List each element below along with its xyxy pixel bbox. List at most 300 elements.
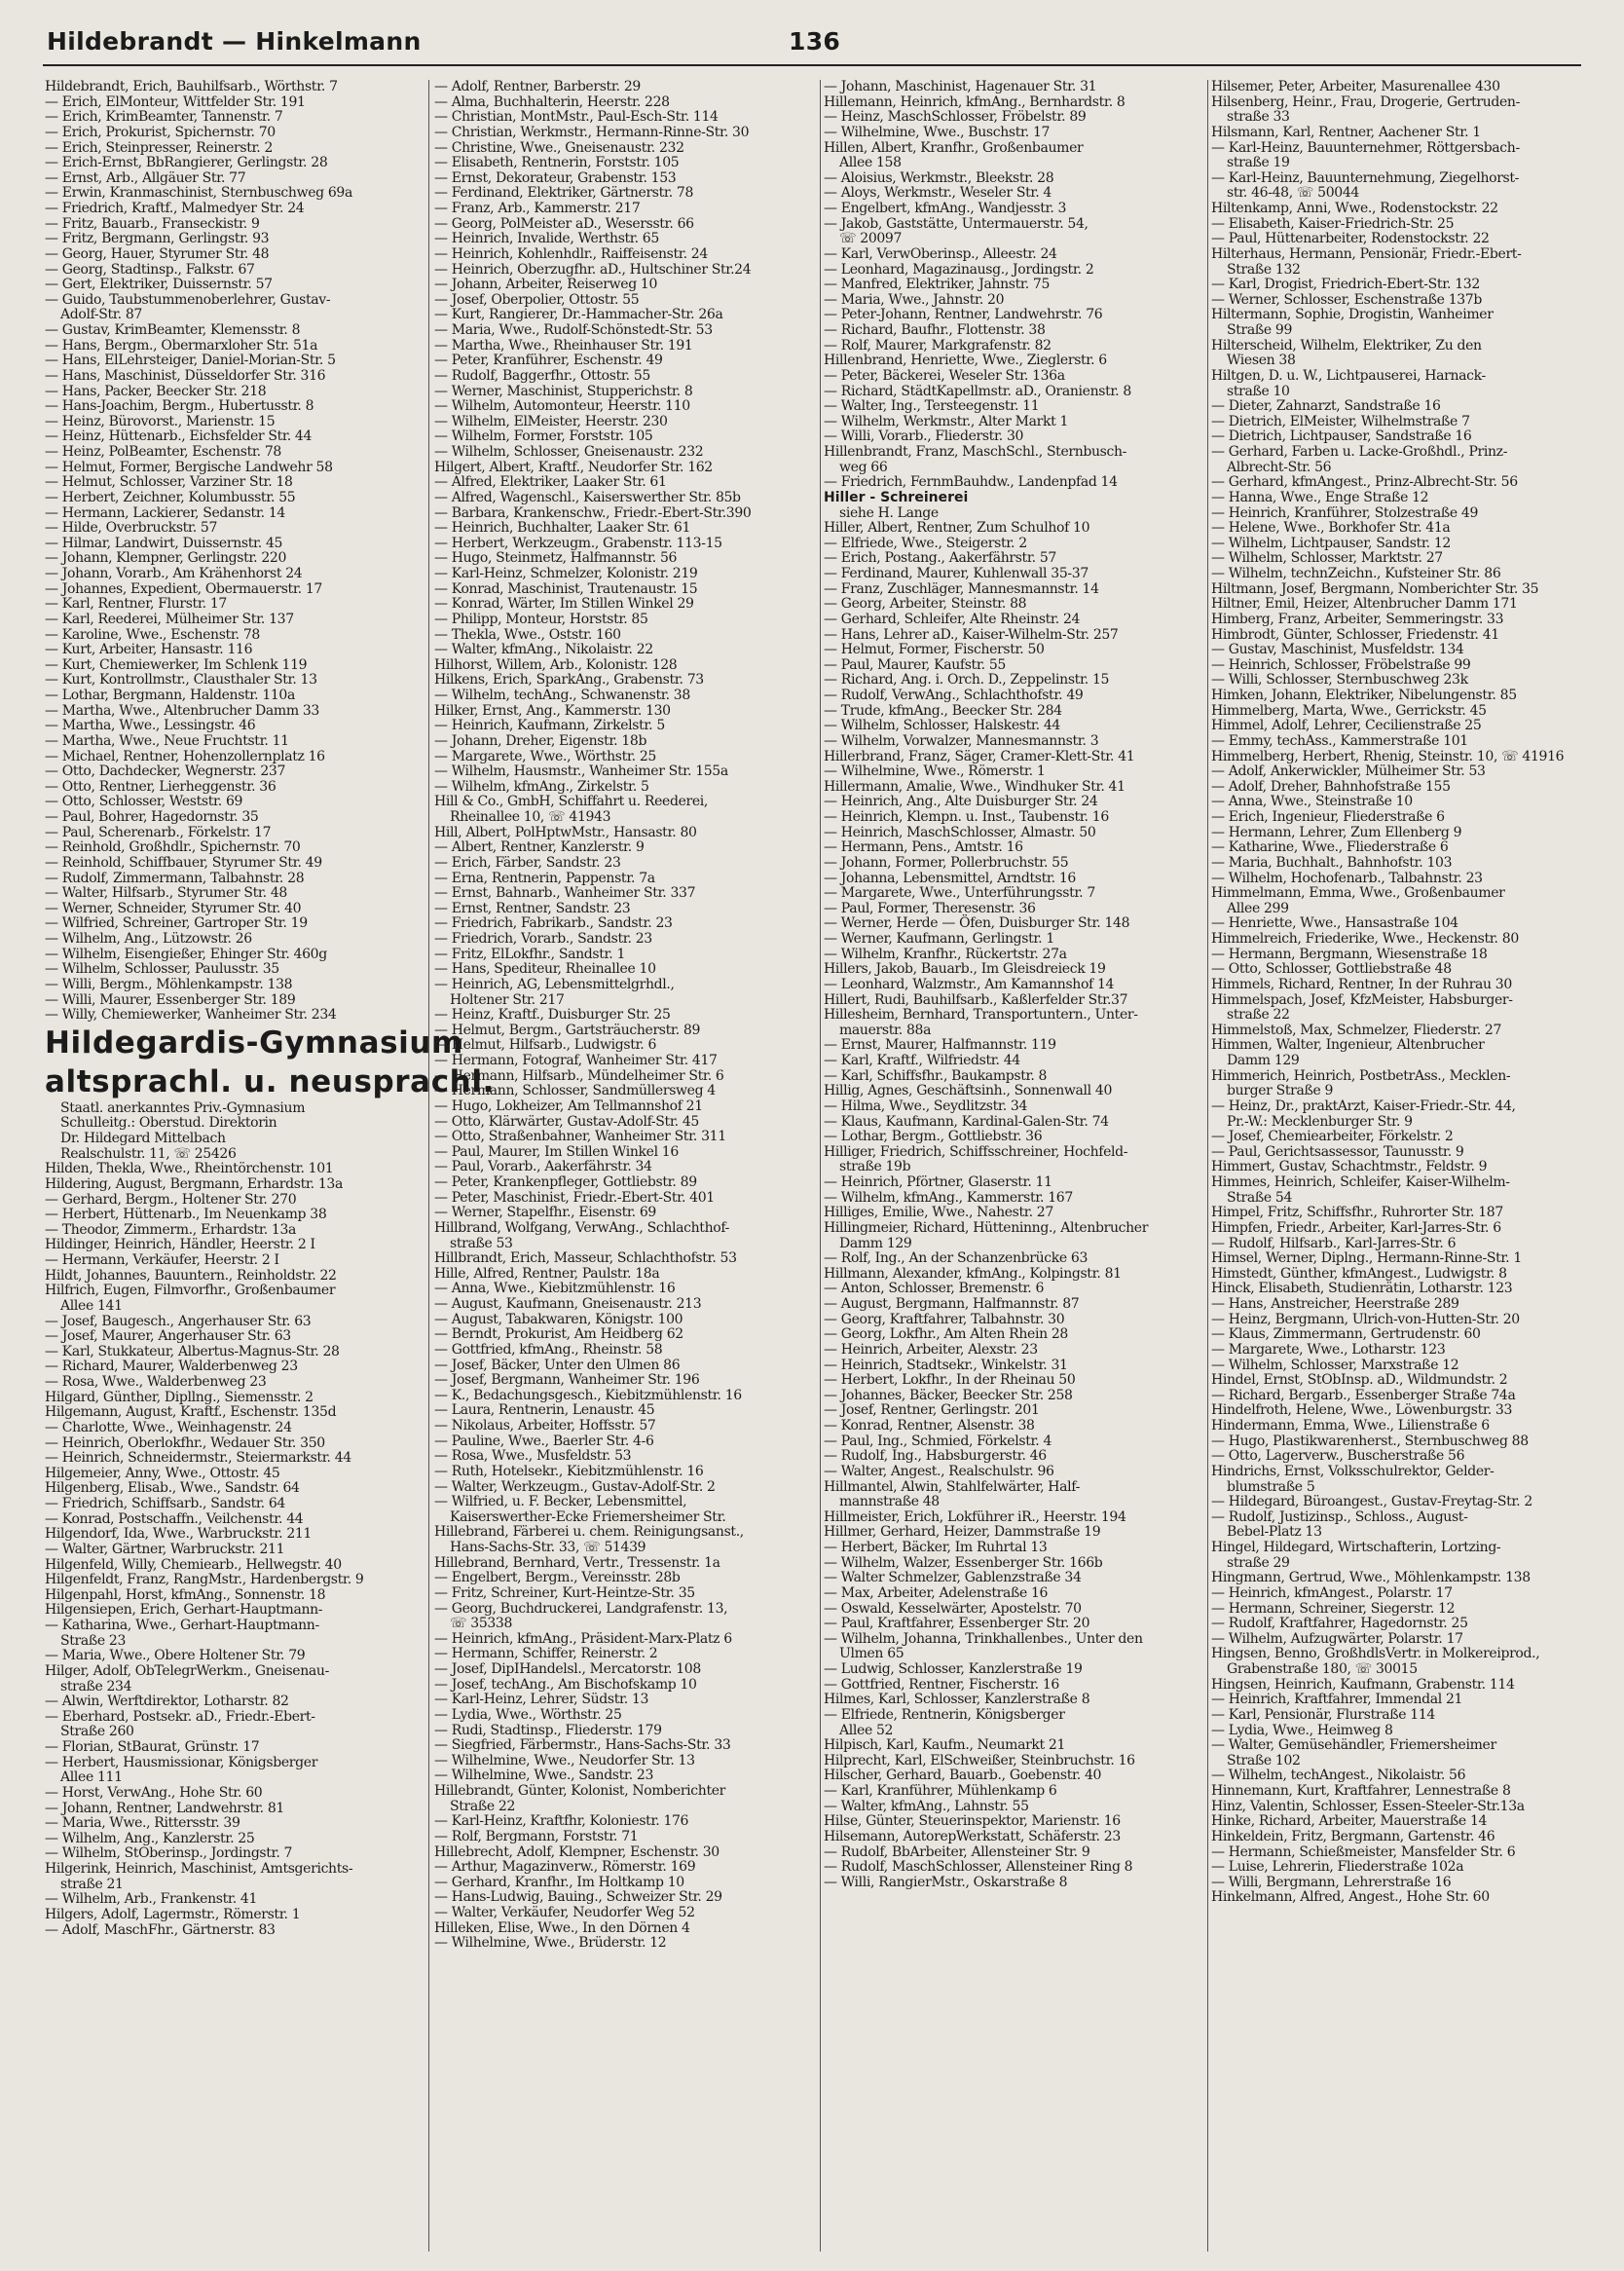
directory-entry: — Otto, Schlosser, Weststr. 69 [45, 794, 243, 810]
advert-line: Realschulstr. 11, ☏ 25426 [60, 1145, 237, 1162]
directory-entry: — Peter, Krankenpfleger, Gottliebstr. 89 [434, 1174, 697, 1190]
directory-entry: — Heinrich, Schlosser, Fröbelstraße 99 [1211, 656, 1471, 673]
directory-entry: — Johann, Rentner, Landwehrstr. 81 [45, 1800, 284, 1816]
directory-entry: — Wilhelm, Kranfhr., Rückertstr. 27a [824, 946, 1067, 962]
entry-continuation: Allee 299 [1227, 900, 1289, 916]
advert-heading: Hildegardis-Gymnasium [45, 1024, 463, 1061]
directory-entry: — Gottfried, kfmAng., Rheinstr. 58 [434, 1341, 663, 1358]
directory-entry: Hillebrand, Bernhard, Vertr., Tressenstr. 1a [434, 1554, 720, 1571]
directory-entry: — Christian, Werkmstr., Hermann-Rinne-Str. 30 [434, 124, 750, 140]
advert-heading: altsprachl. u. neusprachl. [45, 1063, 495, 1099]
directory-entry: — Walter, Gärtner, Warbruckstr. 211 [45, 1541, 285, 1557]
directory-entry: Himmelberg, Herbert, Rhenig, Steinstr. 10, ☏ 41916 [1211, 748, 1565, 764]
directory-entry: — Wilhelm, Werkmstr., Alter Markt 1 [824, 413, 1069, 429]
directory-entry: — Heinrich, Kranführer, Stolzestraße 49 [1211, 504, 1479, 521]
directory-entry: — Otto, Schlosser, Gottliebstraße 48 [1211, 961, 1452, 978]
directory-entry: — Martha, Wwe., Lessingstr. 46 [45, 718, 256, 734]
directory-entry: — Paul, Former, Theresenstr. 36 [824, 900, 1036, 916]
directory-entry: — Hans-Joachim, Bergm., Hubertusstr. 8 [45, 398, 314, 415]
entry-continuation: Straße 54 [1227, 1189, 1293, 1206]
directory-entry: — Kurt, Chemiewerker, Im Schlenk 119 [45, 656, 308, 673]
directory-entry: — Lydia, Wwe., Heimweg 8 [1211, 1722, 1393, 1738]
directory-entry: — K., Bedachungsgesch., Kiebitzmühlenstr. 16 [434, 1387, 742, 1403]
directory-entry: — Peter-Johann, Rentner, Landwehrstr. 76 [824, 307, 1103, 323]
directory-entry: Himmelmann, Emma, Wwe., Großenbaumer [1211, 885, 1505, 902]
directory-entry: — Heinz, MaschSchlosser, Fröbelstr. 89 [824, 109, 1087, 126]
directory-entry: — Ferdinand, Maurer, Kuhlenwall 35-37 [824, 566, 1089, 581]
directory-entry: Hiltermann, Sophie, Drogistin, Wanheimer [1211, 307, 1494, 323]
directory-entry: — Wilhelm, Arb., Frankenstr. 41 [45, 1891, 258, 1908]
directory-entry: — Paul, Scherenarb., Förkelstr. 17 [45, 824, 272, 840]
directory-entry: — Willi, RangierMstr., Oskarstraße 8 [824, 1874, 1068, 1890]
directory-entry: — Peter, Maschinist, Friedr.-Ebert-Str. 401 [434, 1189, 715, 1206]
directory-entry: — Ludwig, Schlosser, Kanzlerstraße 19 [824, 1661, 1083, 1677]
directory-entry: Hilterhaus, Hermann, Pensionär, Friedr.-Ebert- [1211, 245, 1522, 262]
directory-entry: — Albert, Rentner, Kanzlerstr. 9 [434, 839, 645, 856]
entry-continuation: Grabenstraße 180, ☏ 30015 [1227, 1661, 1418, 1677]
directory-entry: — Jakob, Gaststätte, Untermauerstr. 54, [824, 215, 1089, 232]
directory-entry: — Margarete, Wwe., Wörthstr. 25 [434, 748, 656, 764]
directory-entry: — Friedrich, Schiffsarb., Sandstr. 64 [45, 1496, 285, 1511]
directory-entry: — Max, Arbeiter, Adelenstraße 16 [824, 1584, 1049, 1601]
entry-continuation: Damm 129 [1227, 1053, 1300, 1068]
directory-entry: — Richard, Maurer, Walderbenweg 23 [45, 1359, 298, 1375]
directory-entry: Hillemann, Heinrich, kfmAng., Bernhardstr. 8 [824, 93, 1126, 110]
advert-line: Dr. Hildegard Mittelbach [60, 1131, 226, 1146]
directory-entry: Himsel, Werner, Diplng., Hermann-Rinne-Str. 1 [1211, 1250, 1522, 1267]
directory-entry: — Wilhelm, Automonteur, Heerstr. 110 [434, 398, 690, 415]
directory-entry: Hilgerink, Heinrich, Maschinist, Amtsgerichts- [45, 1861, 353, 1877]
directory-entry: — Maria, Wwe., Obere Holtener Str. 79 [45, 1648, 306, 1664]
directory-entry: Hinkelmann, Alfred, Angest., Hohe Str. 60 [1211, 1889, 1490, 1906]
directory-entry: — Richard, Baufhr., Flottenstr. 38 [824, 322, 1046, 338]
directory-entry: — Dieter, Zahnarzt, Sandstraße 16 [1211, 398, 1441, 415]
directory-entry: — Katharina, Wwe., Gerhart-Hauptmann- [45, 1618, 319, 1633]
directory-entry: — Otto, Klärwärter, Gustav-Adolf-Str. 45 [434, 1113, 699, 1130]
directory-entry: — Walter Schmelzer, Gablenzstraße 34 [824, 1570, 1082, 1586]
directory-entry: — Wilhelm, ElMeister, Heerstr. 230 [434, 413, 668, 429]
directory-entry: — Trude, kfmAng., Beecker Str. 284 [824, 702, 1062, 719]
directory-entry: — Otto, Dachdecker, Wegnerstr. 237 [45, 763, 286, 780]
directory-entry: — Wilhelm, techAng., Schwanenstr. 38 [434, 688, 690, 703]
directory-entry: — Johannes, Expedient, Obermauerstr. 17 [45, 580, 322, 597]
directory-entry: Hillmer, Gerhard, Heizer, Dammstraße 19 [824, 1524, 1101, 1541]
directory-entry: — Werner, Kaufmann, Gerlingstr. 1 [824, 931, 1054, 947]
directory-entry: Hindermann, Emma, Wwe., Lilienstraße 6 [1211, 1418, 1490, 1433]
directory-entry: Hinz, Valentin, Schlosser, Essen-Steeler-Str.13a [1211, 1798, 1525, 1814]
directory-entry: — Helmut, Bergm., Gartsträucherstr. 89 [434, 1022, 701, 1038]
directory-entry: — Georg, Lokfhr., Am Alten Rhein 28 [824, 1326, 1068, 1343]
directory-entry: Hinck, Elisabeth, Studienrätin, Lotharstr. 123 [1211, 1281, 1513, 1297]
directory-entry: Hilgensiepen, Erich, Gerhart-Hauptmann- [45, 1602, 323, 1619]
directory-entry: Hinkeldein, Fritz, Bergmann, Gartenstr. 46 [1211, 1828, 1495, 1844]
header-rule [43, 64, 1581, 66]
directory-entry: — Heinrich, Stadtsekr., Winkelstr. 31 [824, 1357, 1068, 1373]
directory-entry: Hiller, Albert, Rentner, Zum Schulhof 10 [824, 520, 1090, 537]
directory-entry: — Hans, Bergm., Obermarxloher Str. 51a [45, 337, 318, 354]
directory-entry: — Hans, ElLehrsteiger, Daniel-Morian-Str. 5 [45, 353, 336, 369]
directory-entry: — Erich, Prokurist, Spichernstr. 70 [45, 124, 276, 140]
directory-entry: — Rudolf, MaschSchlosser, Allensteiner Ring 8 [824, 1859, 1133, 1876]
directory-entry: — Helmut, Hilfsarb., Ludwigstr. 6 [434, 1037, 657, 1054]
entry-continuation: siehe H. Lange [839, 504, 939, 521]
directory-entry: — Werner, Maschinist, Stupperichstr. 8 [434, 383, 693, 399]
entry-continuation: Straße 260 [60, 1724, 134, 1740]
directory-entry: — Georg, Hauer, Styrumer Str. 48 [45, 245, 270, 262]
entry-continuation: Damm 129 [839, 1235, 912, 1251]
entry-continuation: Straße 99 [1227, 322, 1293, 338]
directory-entry: — Wilhelm, Schlosser, Marxstraße 12 [1211, 1357, 1459, 1373]
directory-entry: — Werner, Schneider, Styrumer Str. 40 [45, 900, 302, 916]
directory-entry: — Wilhelm, Schlosser, Paulusstr. 35 [45, 961, 279, 978]
directory-entry: Hiltner, Emil, Heizer, Altenbrucher Damm 171 [1211, 596, 1518, 613]
directory-entry: — Heinz, PolBeamter, Eschenstr. 78 [45, 444, 281, 460]
directory-entry: — Klaus, Kaufmann, Kardinal-Galen-Str. 74 [824, 1113, 1109, 1130]
directory-entry: Hillert, Rudi, Bauhilfsarb., Kaßlerfelder Str.37 [824, 991, 1128, 1008]
directory-entry: — Guido, Taubstummenoberlehrer, Gustav- [45, 291, 331, 308]
directory-entry: — Heinrich, MaschSchlosser, Almastr. 50 [824, 824, 1096, 840]
entry-continuation: straße 33 [1227, 109, 1290, 126]
directory-entry: — Paul, Maurer, Im Stillen Winkel 16 [434, 1143, 679, 1160]
entry-continuation: Hans-Sachs-Str. 33, ☏ 51439 [450, 1540, 646, 1555]
directory-entry: — Hans, Spediteur, Rheinallee 10 [434, 961, 656, 978]
directory-entry: — Hermann, Fotograf, Wanheimer Str. 417 [434, 1053, 718, 1068]
directory-entry: Hille, Alfred, Rentner, Paulstr. 18a [434, 1265, 660, 1282]
directory-entry: — Martha, Wwe., Neue Fruchtstr. 11 [45, 732, 289, 749]
directory-entry: — Erich, Steinpresser, Reinerstr. 2 [45, 139, 274, 156]
directory-entry: — Dietrich, Lichtpauser, Sandstraße 16 [1211, 428, 1472, 445]
directory-entry: — Walter, kfmAng., Lahnstr. 55 [824, 1798, 1029, 1814]
directory-entry: Hilsemer, Peter, Arbeiter, Masurenallee 430 [1211, 79, 1500, 94]
directory-entry: — Margarete, Wwe., Unterführungsstr. 7 [824, 885, 1095, 902]
directory-entry: — Johann, Maschinist, Hagenauer Str. 31 [824, 79, 1097, 94]
directory-entry: Hingsen, Heinrich, Kaufmann, Grabenstr. 114 [1211, 1676, 1515, 1693]
directory-entry: — Leonhard, Walzmstr., Am Kamannshof 14 [824, 976, 1115, 992]
directory-entry: — Erich, Färber, Sandstr. 23 [434, 854, 621, 871]
directory-entry: — Ernst, Arb., Allgäuer Str. 77 [45, 169, 246, 186]
directory-entry: — Karl, Reederei, Mülheimer Str. 137 [45, 611, 294, 627]
directory-entry: Hindelfroth, Helene, Wwe., Löwenburgstr. 33 [1211, 1402, 1513, 1419]
directory-entry: — Gerhard, Kranfhr., Im Holtkamp 10 [434, 1874, 684, 1890]
directory-entry: — Hugo, Steinmetz, Halfmannstr. 56 [434, 550, 678, 567]
directory-entry: — Engelbert, kfmAng., Wandjesstr. 3 [824, 201, 1067, 216]
column-divider [1207, 80, 1208, 2252]
directory-entry: — Paul, Gerichtsassessor, Taunusstr. 9 [1211, 1143, 1464, 1160]
directory-entry: — Hanna, Wwe., Enge Straße 12 [1211, 489, 1429, 505]
directory-entry: — Hermann, Schiffer, Reinerstr. 2 [434, 1646, 658, 1662]
directory-entry: — Karl, Rentner, Flurstr. 17 [45, 596, 227, 613]
directory-entry: — Helmut, Former, Bergische Landwehr 58 [45, 459, 333, 475]
directory-entry: Hildering, August, Bergmann, Erhardstr. 13a [45, 1175, 343, 1192]
directory-entry: — Anna, Wwe., Kiebitzmühlenstr. 16 [434, 1281, 676, 1297]
directory-entry: — Anton, Schlosser, Bremenstr. 6 [824, 1281, 1045, 1297]
directory-entry: — Erich, Ingenieur, Fliederstraße 6 [1211, 809, 1445, 825]
entry-continuation: ☏ 20097 [839, 231, 903, 247]
directory-entry: Hillen, Albert, Kranfhr., Großenbaumer [824, 139, 1084, 156]
directory-entry: — Arthur, Magazinverw., Römerstr. 169 [434, 1859, 696, 1876]
directory-entry: — Karl, Kraftf., Wilfriedstr. 44 [824, 1053, 1020, 1068]
directory-entry: — Reinhold, Großhdlr., Spichernstr. 70 [45, 839, 301, 856]
directory-entry: — Ferdinand, Elektriker, Gärtnerstr. 78 [434, 185, 694, 202]
entry-continuation: straße 10 [1227, 383, 1290, 399]
directory-entry: — Josef, DipIHandelsl., Mercatorstr. 108 [434, 1661, 701, 1677]
directory-entry: Hilden, Thekla, Wwe., Rheintörchenstr. 101 [45, 1161, 334, 1177]
directory-entry: Hilsenberg, Heinr., Frau, Drogerie, Gertruden- [1211, 93, 1520, 110]
directory-entry: — Hilmar, Landwirt, Duissernstr. 45 [45, 535, 283, 551]
directory-entry: — Johanna, Lebensmittel, Arndtstr. 16 [824, 870, 1076, 886]
directory-entry: — Friedrich, Fabrikarb., Sandstr. 23 [434, 915, 673, 932]
directory-entry: — Paul, Vorarb., Aakerfährstr. 34 [434, 1159, 652, 1175]
directory-entry: Hilgenfeldt, Franz, RangMstr., Hardenbergstr. 9 [45, 1572, 364, 1588]
directory-entry: Hilleken, Elise, Wwe., In den Dörnen 4 [434, 1919, 690, 1936]
entry-continuation: Allee 141 [60, 1297, 123, 1314]
directory-entry: — Hermann, Bergmann, Wiesenstraße 18 [1211, 946, 1488, 962]
directory-entry: — Georg, Stadtinsp., Falkstr. 67 [45, 261, 255, 278]
directory-entry: — Erich, Postang., Aakerfährstr. 57 [824, 550, 1056, 567]
directory-entry: — Heinrich, Kraftfahrer, Immendal 21 [1211, 1692, 1463, 1708]
directory-entry: — Christine, Wwe., Gneisenaustr. 232 [434, 139, 684, 156]
directory-entry: — Heinrich, kfmAng., Präsident-Marx-Platz 6 [434, 1630, 732, 1647]
directory-entry: — Wilfried, u. F. Becker, Lebensmittel, [434, 1494, 687, 1510]
entry-continuation: Bebel-Platz 13 [1227, 1524, 1322, 1541]
directory-entry: — Karl, Stukkateur, Albertus-Magnus-Str. 28 [45, 1343, 340, 1359]
directory-entry: Hillebrand, Färberei u. chem. Reinigungsanst., [434, 1524, 744, 1541]
directory-entry: — Heinrich, Arbeiter, Alexstr. 23 [824, 1341, 1038, 1358]
directory-entry: — Wilhelmine, Wwe., Sandstr. 23 [434, 1768, 654, 1784]
directory-entry: — Kurt, Rangierer, Dr.-Hammacher-Str. 26a [434, 307, 723, 323]
directory-entry: — Rolf, Ing., An der Schanzenbrücke 63 [824, 1250, 1089, 1267]
directory-entry: — Rudolf, Zimmermann, Talbahnstr. 28 [45, 870, 305, 886]
directory-entry: — Heinrich, kfmAngest., Polarstr. 17 [1211, 1584, 1453, 1601]
directory-entry: — Konrad, Maschinist, Trautenaustr. 15 [434, 580, 698, 597]
directory-entry: — Walter, Gemüsehändler, Friemersheimer [1211, 1737, 1496, 1754]
directory-entry: — Ernst, Dekorateur, Grabenstr. 153 [434, 169, 677, 186]
directory-entry: — Friedrich, FernmBauhdw., Landenpfad 14 [824, 474, 1118, 491]
directory-entry: Himpfen, Friedr., Arbeiter, Karl-Jarres-Str. 6 [1211, 1219, 1501, 1236]
directory-entry: — Katharine, Wwe., Fliederstraße 6 [1211, 839, 1449, 856]
directory-entry: — Christian, MontMstr., Paul-Esch-Str. 114 [434, 109, 719, 126]
directory-entry: Hillmeister, Erich, Lokführer iR., Heerstr. 194 [824, 1508, 1126, 1525]
directory-entry: — Alwin, Werftdirektor, Lotharstr. 82 [45, 1694, 289, 1710]
directory-entry: — Elfriede, Wwe., Steigerstr. 2 [824, 535, 1027, 551]
directory-entry: — Alma, Buchhalterin, Heerstr. 228 [434, 93, 670, 110]
directory-entry: — Ruth, Hotelsekr., Kiebitzmühlenstr. 16 [434, 1463, 704, 1479]
directory-entry: — Manfred, Elektriker, Jahnstr. 75 [824, 277, 1051, 293]
directory-entry: — Wilhelm, technZeichn., Kufsteiner Str. 86 [1211, 566, 1501, 581]
directory-entry: Himken, Johann, Elektriker, Nibelungenstr. 85 [1211, 688, 1517, 703]
directory-entry: — Herbert, Lokfhr., In der Rheinau 50 [824, 1372, 1076, 1389]
directory-entry: — Wilhelm, Walzer, Essenberger Str. 166b [824, 1554, 1103, 1571]
directory-entry: — Emmy, techAss., Kammerstraße 101 [1211, 732, 1468, 749]
directory-entry: — Karl, Drogist, Friedrich-Ebert-Str. 132 [1211, 277, 1480, 293]
directory-entry: Hillerbrand, Franz, Säger, Cramer-Klett-Str. 41 [824, 748, 1135, 764]
directory-entry: — Elisabeth, Rentnerin, Forststr. 105 [434, 155, 680, 171]
directory-entry: Hilgert, Albert, Kraftf., Neudorfer Str. 162 [434, 459, 713, 475]
directory-entry: — Werner, Stapelfhr., Eisenstr. 69 [434, 1205, 656, 1221]
directory-entry: Hinke, Richard, Arbeiter, Mauerstraße 14 [1211, 1813, 1488, 1830]
directory-entry: — Klaus, Zimmermann, Gertrudenstr. 60 [1211, 1326, 1481, 1343]
directory-entry: — Wilhelm, Schlosser, Halskestr. 44 [824, 718, 1060, 734]
directory-entry: — Werner, Herde — Öfen, Duisburger Str. 148 [824, 915, 1130, 932]
entry-continuation: ☏ 35338 [450, 1616, 513, 1632]
directory-entry: — Karl, Pensionär, Flurstraße 114 [1211, 1706, 1435, 1723]
directory-entry: Hillig, Agnes, Geschäftsinh., Sonnenwall 40 [824, 1083, 1113, 1099]
directory-entry: — Heinrich, Kaufmann, Zirkelstr. 5 [434, 718, 665, 734]
directory-entry: — Willy, Chemiewerker, Wanheimer Str. 234 [45, 1007, 337, 1024]
directory-entry: — Georg, PolMeister aD., Wesersstr. 66 [434, 215, 694, 232]
directory-entry: — Fritz, Schreiner, Kurt-Heintze-Str. 35 [434, 1584, 695, 1601]
directory-entry: — Hermann, Lehrer, Zum Ellenberg 9 [1211, 824, 1462, 840]
directory-entry: — Heinrich, Buchhalter, Laaker Str. 61 [434, 520, 691, 537]
directory-entry: — Georg, Kraftfahrer, Talbahnstr. 30 [824, 1311, 1065, 1327]
entry-continuation: straße 29 [1227, 1554, 1290, 1571]
directory-entry: Hilgenfeld, Willy, Chemiearb., Hellwegstr. 40 [45, 1556, 342, 1573]
directory-entry: — Rolf, Bergmann, Forststr. 71 [434, 1828, 639, 1844]
directory-entry: — Adolf, Dreher, Bahnhofstraße 155 [1211, 778, 1451, 795]
directory-entry: — Richard, Ang. i. Orch. D., Zeppelinstr. 15 [824, 672, 1110, 689]
directory-entry: — Richard, Bergarb., Essenberger Straße 74a [1211, 1387, 1516, 1403]
directory-entry: — Hans, Lehrer aD., Kaiser-Wilhelm-Str. 257 [824, 626, 1119, 643]
directory-entry: — Karl, VerwOberinsp., Alleestr. 24 [824, 245, 1057, 262]
directory-entry: — Aloys, Werkmstr., Weseler Str. 4 [824, 185, 1052, 202]
directory-entry: — Friedrich, Vorarb., Sandstr. 23 [434, 931, 652, 947]
page-number: 136 [789, 27, 841, 56]
directory-entry: — Rudolf, Justizinsp., Schloss., August- [1211, 1508, 1468, 1525]
directory-entry: — Margarete, Wwe., Lotharstr. 123 [1211, 1341, 1446, 1358]
directory-entry: — Fritz, Bauarb., Franseckistr. 9 [45, 215, 260, 232]
directory-entry: — Oswald, Kesselwärter, Apostelstr. 70 [824, 1600, 1082, 1617]
directory-entry: — Karl, Kranführer, Mühlenkamp 6 [824, 1783, 1057, 1799]
directory-entry: — Wilhelm, Hochofenarb., Talbahnstr. 23 [1211, 870, 1483, 886]
directory-entry: — Ernst, Rentner, Sandstr. 23 [434, 900, 631, 916]
entry-continuation: Straße 102 [1227, 1752, 1301, 1768]
directory-entry: — Lothar, Bergm., Gottliebstr. 36 [824, 1129, 1043, 1145]
directory-entry: Hiltenkamp, Anni, Wwe., Rodenstockstr. 22 [1211, 201, 1498, 216]
directory-entry: — Willi, Bergm., Möhlenkampstr. 138 [45, 976, 293, 992]
directory-entry: — Herbert, Zeichner, Kolumbusstr. 55 [45, 489, 296, 505]
directory-entry: — Wilhelm, Ang., Kanzlerstr. 25 [45, 1830, 255, 1846]
directory-entry: Hilscher, Gerhard, Bauarb., Goebenstr. 40 [824, 1768, 1102, 1784]
directory-entry: Hildebrandt, Erich, Bauhilfsarb., Wörthstr. 7 [45, 79, 338, 94]
entry-continuation: burger Straße 9 [1227, 1083, 1334, 1099]
entry-continuation: mannstraße 48 [839, 1494, 940, 1510]
directory-entry: — Theodor, Zimmerm., Erhardstr. 13a [45, 1221, 297, 1238]
entry-continuation: straße 234 [60, 1678, 132, 1694]
directory-entry: — Otto, Straßenbahner, Wanheimer Str. 311 [434, 1129, 726, 1145]
directory-entry: — Laura, Rentnerin, Lenaustr. 45 [434, 1402, 655, 1419]
directory-entry: — Karl-Heinz, Schmelzer, Kolonistr. 219 [434, 566, 698, 581]
directory-entry: — Walter, Werkzeugm., Gustav-Adolf-Str. 2 [434, 1478, 716, 1495]
directory-entry: Hillbrand, Wolfgang, VerwAng., Schlachthof- [434, 1219, 730, 1236]
column-2 [434, 80, 818, 2252]
entry-continuation: Allee 111 [60, 1769, 123, 1786]
directory-entry: — Heinz, Dr., praktArzt, Kaiser-Friedr.-Str. 44, [1211, 1098, 1516, 1114]
directory-entry: Hilliges, Emilie, Wwe., Nahestr. 27 [824, 1205, 1053, 1221]
column-3 [824, 80, 1205, 2252]
directory-entry: — Rudolf, VerwAng., Schlachthofstr. 49 [824, 688, 1084, 703]
directory-entry: Himmerich, Heinrich, PostbetrAss., Mecklen- [1211, 1067, 1511, 1084]
entry-continuation: Allee 158 [839, 155, 902, 171]
directory-entry: — Wilhelm, Vorwalzer, Mannesmannstr. 3 [824, 732, 1099, 749]
directory-entry: — Hermann, Schlosser, Sandmüllersweg 4 [434, 1083, 716, 1099]
directory-entry: Hilhorst, Willem, Arb., Kolonistr. 128 [434, 656, 678, 673]
directory-entry: Hill & Co., GmbH, Schiffahrt u. Reederei, [434, 794, 709, 810]
entry-continuation: str. 46-48, ☏ 50044 [1227, 185, 1359, 202]
directory-entry: — Gerhard, Bergm., Holtener Str. 270 [45, 1191, 297, 1208]
entry-continuation: straße 19b [839, 1159, 911, 1175]
directory-entry: Hilpisch, Karl, Kaufm., Neumarkt 21 [824, 1737, 1066, 1754]
directory-entry: — Karoline, Wwe., Eschenstr. 78 [45, 626, 260, 643]
directory-entry: — Richard, StädtKapellmstr. aD., Oranienstr. 8 [824, 383, 1131, 399]
directory-entry: — Berndt, Prokurist, Am Heidberg 62 [434, 1326, 683, 1343]
directory-entry: — Heinrich, Oberlokfhr., Wedauer Str. 350 [45, 1434, 325, 1451]
entry-continuation: straße 53 [450, 1235, 513, 1251]
directory-entry: — Hans, Maschinist, Düsseldorfer Str. 316 [45, 367, 326, 384]
directory-entry: — Karl-Heinz, Bauunternehmung, Ziegelhorst- [1211, 169, 1520, 186]
entry-continuation: straße 22 [1227, 1007, 1290, 1024]
directory-entry: — August, Bergmann, Halfmannstr. 87 [824, 1296, 1080, 1312]
directory-entry: — Walter, Hilfsarb., Styrumer Str. 48 [45, 885, 287, 902]
directory-entry: — Hans, Anstreicher, Heerstraße 289 [1211, 1296, 1459, 1312]
directory-entry: — Leonhard, Magazinausg., Jordingstr. 2 [824, 261, 1094, 278]
directory-entry: — Rudolf, BbArbeiter, Allensteiner Str. 9 [824, 1843, 1090, 1860]
directory-entry: — Martha, Wwe., Rheinhauser Str. 191 [434, 337, 693, 354]
directory-entry: — Wilhelmine, Wwe., Römerstr. 1 [824, 763, 1046, 780]
directory-entry: Hilgenpahl, Horst, kfmAng., Sonnenstr. 18 [45, 1586, 326, 1603]
directory-entry: — Peter, Bäckerei, Weseler Str. 136a [824, 367, 1065, 384]
directory-entry: Hindel, Ernst, StObInsp. aD., Wildmundstr. 2 [1211, 1372, 1508, 1389]
directory-entry: — Luise, Lehrerin, Fliederstraße 102a [1211, 1859, 1464, 1876]
directory-entry: Himpel, Fritz, Schiffsfhr., Ruhrorter Str. 187 [1211, 1205, 1503, 1221]
directory-entry: — Maria, Wwe., Jahnstr. 20 [824, 291, 1005, 308]
directory-entry: Himmelberg, Marta, Wwe., Gerrickstr. 45 [1211, 702, 1487, 719]
directory-entry: Hillmann, Alexander, kfmAng., Kolpingstr. 81 [824, 1265, 1122, 1282]
directory-entry: Hilmes, Karl, Schlosser, Kanzlerstraße 8 [824, 1692, 1090, 1708]
directory-entry: Hilgemeier, Anny, Wwe., Ottostr. 45 [45, 1465, 280, 1481]
directory-entry: — Wilhelm, kfmAng., Kammerstr. 167 [824, 1189, 1073, 1206]
directory-entry: — Henriette, Wwe., Hansastraße 104 [1211, 915, 1458, 932]
directory-entry: — Helene, Wwe., Borkhofer Str. 41a [1211, 520, 1451, 537]
directory-entry: — Hermann, Pens., Amtstr. 16 [824, 839, 1023, 856]
directory-entry: Hilfrich, Eugen, Filmvorfhr., Großenbaumer [45, 1283, 336, 1299]
directory-entry: — Rosa, Wwe., Walderbenweg 23 [45, 1374, 267, 1390]
advert-line: Schulleitg.: Oberstud. Direktorin [60, 1115, 277, 1132]
directory-entry: — Walter, kfmAng., Nikolaistr. 22 [434, 642, 653, 658]
directory-entry: — Heinz, Bürovorst., Marienstr. 15 [45, 413, 276, 429]
entry-continuation: weg 66 [839, 459, 888, 475]
directory-entry: — Karl-Heinz, Bauunternehmer, Röttgersbach- [1211, 139, 1520, 156]
directory-entry: Himstedt, Günther, kfmAngest., Ludwigstr. 8 [1211, 1265, 1507, 1282]
directory-entry: — Wilhelm, Lichtpauser, Sandstr. 12 [1211, 535, 1451, 551]
directory-entry: — Erich-Ernst, BbRangierer, Gerlingstr. 28 [45, 155, 328, 171]
directory-entry: Hingsen, Benno, GroßhdlsVertr. in Molkereiprod., [1211, 1646, 1540, 1662]
directory-entry: Hilterscheid, Wilhelm, Elektriker, Zu den [1211, 337, 1482, 354]
directory-entry: — Heinrich, Schneidermstr., Steiermarkstr. 44 [45, 1450, 351, 1467]
directory-entry: — Konrad, Postschaffn., Veilchenstr. 44 [45, 1510, 304, 1527]
directory-entry: — Karl-Heinz, Lehrer, Südstr. 13 [434, 1692, 649, 1708]
directory-entry: — Johann, Dreher, Eigenstr. 18b [434, 732, 647, 749]
directory-entry: — Paul, Ing., Schmied, Förkelstr. 4 [824, 1433, 1052, 1449]
directory-entry: Himberg, Franz, Arbeiter, Semmeringstr. 33 [1211, 611, 1504, 627]
directory-entry: — Engelbert, Bergm., Vereinsstr. 28b [434, 1570, 681, 1586]
entry-continuation: Straße 22 [450, 1798, 516, 1814]
directory-entry: Hildinger, Heinrich, Händler, Heerstr. 2 I [45, 1237, 315, 1253]
directory-entry: — Herbert, Werkzeugm., Grabenstr. 113-15 [434, 535, 722, 551]
directory-entry: — Josef, Rentner, Gerlingstr. 201 [824, 1402, 1040, 1419]
directory-entry: — Rudi, Stadtinsp., Fliederstr. 179 [434, 1722, 662, 1738]
directory-entry: Hilgenberg, Elisab., Wwe., Sandstr. 64 [45, 1480, 300, 1497]
directory-entry: — Johann, Arbeiter, Reiserweg 10 [434, 277, 658, 293]
